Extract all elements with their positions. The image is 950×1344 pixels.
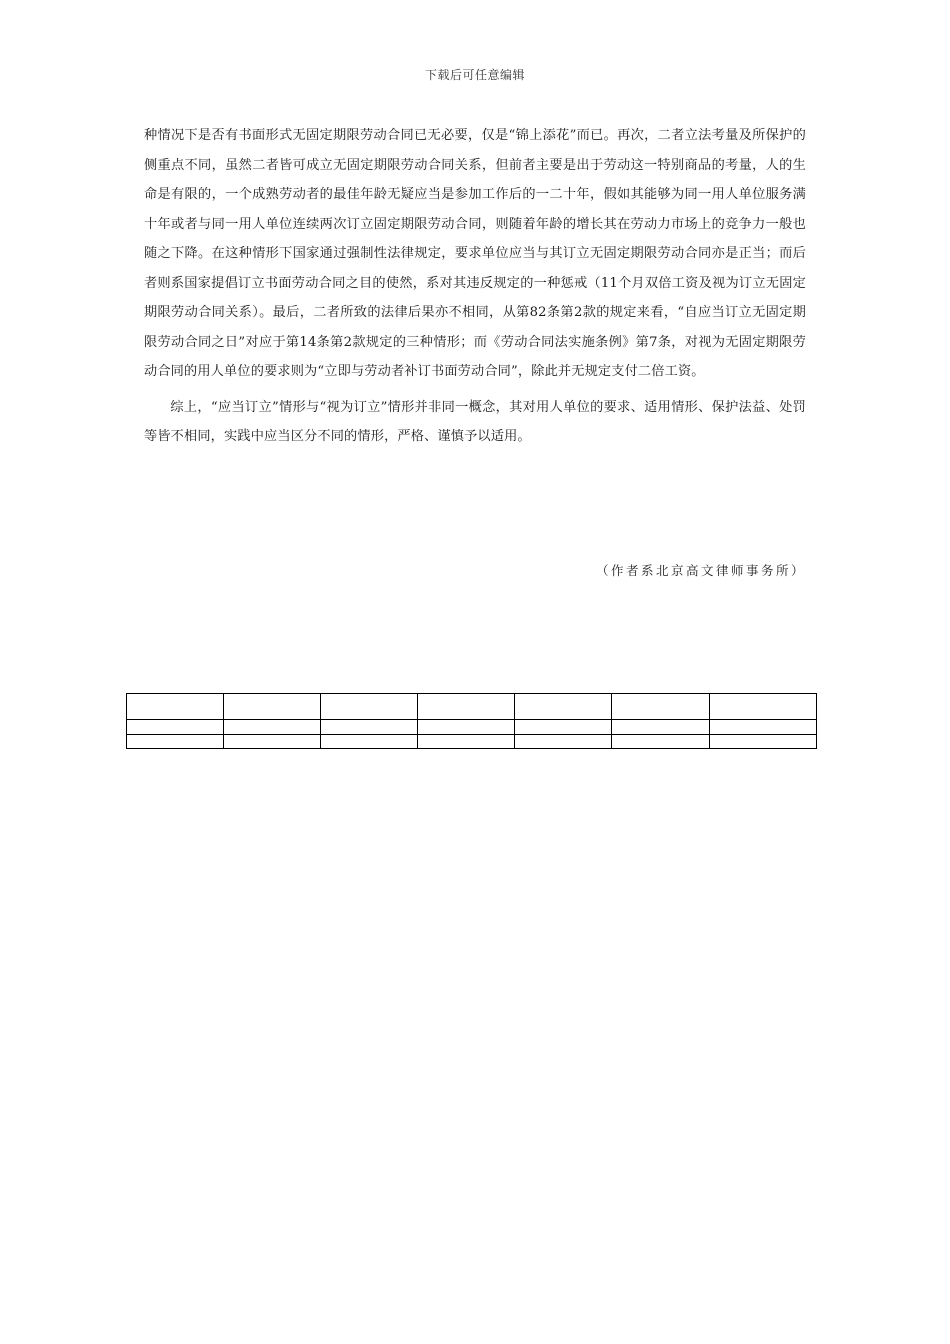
paragraph-conclusion: 综上，“应当订立”情形与“视为订立”情形并非同一概念，其对用人单位的要求、适用情形、保护法益、处罚等皆不相同，实践中应当区分不同的情形，严格、谨慎予以适用。 (144, 399, 806, 444)
table-row (127, 694, 817, 720)
table-row (127, 735, 817, 749)
table-cell (418, 735, 515, 749)
table-cell (710, 735, 817, 749)
table-cell (612, 694, 710, 720)
table-cell (321, 735, 418, 749)
paragraph-continuation: 种情况下是否有书面形式无固定期限劳动合同已无必要，仅是“锦上添花”而已。再次，二者立法考量及所保护的侧重点不同，虽然二者皆可成立无固定期限劳动合同关系，但前者主要是出于劳动这一特别商品的考量，人的生命是有限的，一个成熟劳动者的最佳年龄无疑应当是参加工作后的一二十年，假如其能够为同一用人单位服务满十年或者与同一用人单位连续两次订立固定期限劳动合同，则随着年龄的增长其在劳动力市场上的竞争力一般也随之下降。在这种情形下国家通过强制性法律规定，要求单位应当与其订立无固定期限劳动合同亦是正当；而后者则系国家提倡订立书面劳动合同之目的使然，系对其违反规定的一种惩戒（11个月双倍工资及视为订立无固定期限劳动合同关系）。最后，二者所致的法律后果亦不相同，从第82条第2款的规定来看，“自应当订立无固定期限劳动合同之日”对应于第14条第2款规定的三种情形；而《劳动合同法实施条例》第7条，对视为无固定期限劳动合同的用人单位的要求则为“立即与劳动者补订书面劳动合同”，除此并无规定支付二倍工资。 (144, 128, 806, 379)
table-cell (612, 735, 710, 749)
table-cell (321, 694, 418, 720)
table-cell (127, 735, 224, 749)
table-cell (321, 720, 418, 735)
table-cell (224, 735, 321, 749)
article-body (144, 121, 806, 452)
empty-table (126, 693, 817, 749)
author-byline: （作者系北京高文律师事务所） (595, 563, 806, 578)
table-cell (224, 720, 321, 735)
table-cell (612, 720, 710, 735)
table-cell (418, 694, 515, 720)
table-row (127, 720, 817, 735)
table-cell (515, 735, 612, 749)
table-cell (224, 694, 321, 720)
page-header: 下载后可任意编辑 (424, 68, 525, 82)
table-cell (127, 694, 224, 720)
table-cell (127, 720, 224, 735)
table-cell (710, 720, 817, 735)
table-cell (515, 694, 612, 720)
table-cell (710, 694, 817, 720)
table-cell (418, 720, 515, 735)
table-cell (515, 720, 612, 735)
